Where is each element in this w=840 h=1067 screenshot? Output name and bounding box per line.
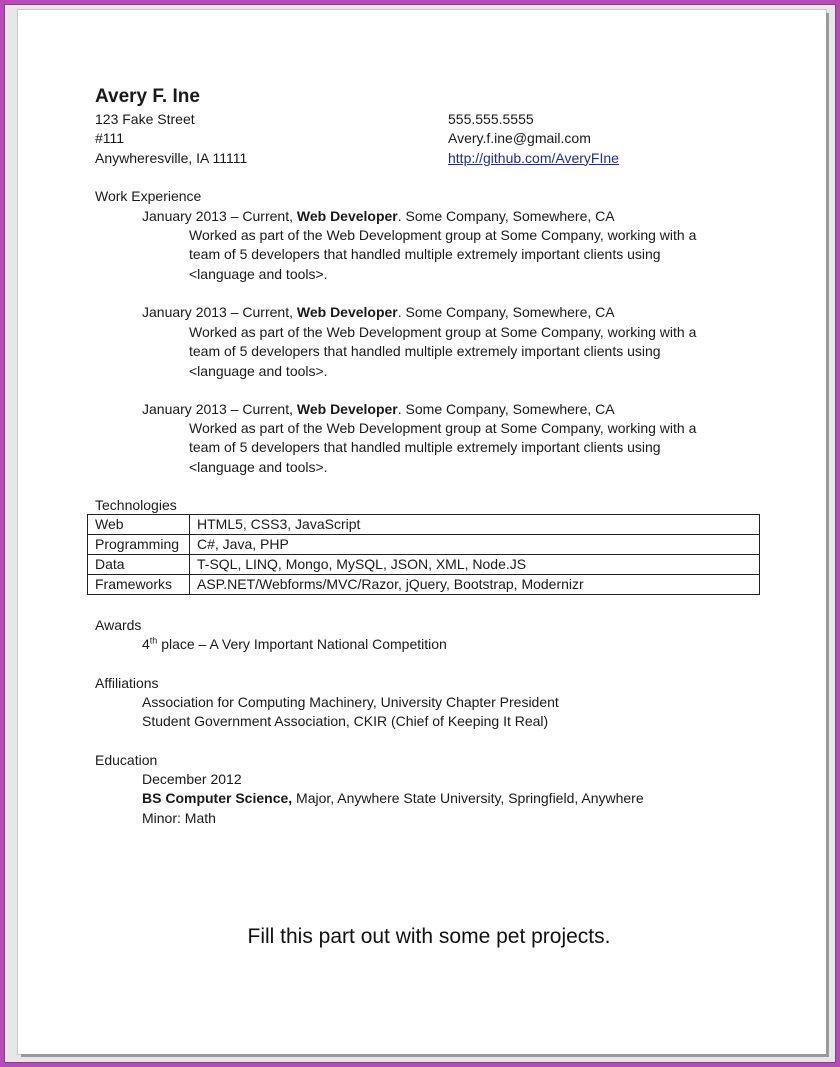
- table-row: [88, 515, 760, 535]
- job-description-line: Worked as part of the Web Development group at Some Company, working with a: [189, 324, 697, 340]
- education-degree-line: [142, 789, 644, 808]
- awards-heading: Awards: [95, 617, 142, 633]
- job-company: . Some Company, Somewhere, CA: [397, 208, 615, 224]
- job-description: [189, 419, 696, 477]
- tech-items-cell: HTML5, CSS3, JavaScript: [190, 515, 760, 535]
- github-link[interactable]: http://github.com/AveryFIne: [448, 149, 619, 166]
- table-row: [88, 555, 760, 575]
- affiliations-list: [142, 693, 559, 732]
- job-description-line: team of 5 developers that handled multiple extremely important clients using: [189, 246, 661, 263]
- affiliation-item: Student Government Association, CKIR (Chief of Keeping It Real): [142, 713, 549, 730]
- award-item: [142, 635, 447, 654]
- job-entry-heading: [142, 400, 615, 419]
- award-text: place – A Very Important National Competition: [157, 636, 447, 652]
- job-description: [189, 226, 696, 284]
- job-description: [189, 323, 696, 381]
- job-title: Web Developer: [296, 401, 398, 417]
- job-description-line: <language and tools>.: [189, 362, 328, 379]
- job-title: Web Developer: [296, 304, 398, 320]
- tech-items-cell: C#, Java, PHP: [190, 535, 760, 555]
- tech-items-cell: ASP.NET/Webforms/MVC/Razor, jQuery, Bootstrap, Modernizr: [190, 575, 760, 595]
- job-dates: January 2013 – Current,: [142, 401, 297, 417]
- education-degree: BS Computer Science,: [142, 790, 293, 807]
- tech-items-cell: T-SQL, LINQ, Mongo, MySQL, JSON, XML, Node.JS: [190, 555, 760, 575]
- job-company: . Some Company, Somewhere, CA: [397, 304, 615, 320]
- work-experience-heading: Work Experience: [95, 188, 202, 204]
- tech-category-cell: Programming: [88, 535, 190, 555]
- affiliations-heading: Affiliations: [95, 675, 159, 691]
- tech-category-cell: Frameworks: [88, 575, 190, 595]
- job-dates: January 2013 – Current,: [142, 208, 297, 224]
- resume-document: [18, 10, 826, 1054]
- technologies-heading: Technologies: [95, 497, 177, 513]
- address-line: #111: [95, 130, 125, 147]
- address-line: Anywheresville, IA 11111: [95, 149, 248, 166]
- education-date: December 2012: [142, 771, 242, 787]
- education-block: [142, 770, 644, 828]
- affiliation-item: Association for Computing Machinery, University Chapter President: [142, 694, 559, 710]
- technologies-table: [87, 514, 760, 595]
- job-entry-heading: [142, 303, 615, 322]
- job-title: Web Developer: [296, 208, 398, 224]
- job-entry-heading: [142, 207, 615, 226]
- job-description-line: <language and tools>.: [189, 265, 328, 282]
- job-dates: January 2013 – Current,: [142, 304, 297, 320]
- table-row: [88, 575, 760, 595]
- document-page: [18, 10, 826, 1054]
- address-line: 123 Fake Street: [95, 111, 195, 127]
- education-degree-details: Major, Anywhere State University, Springfield, Anywhere: [292, 790, 644, 807]
- education-heading: Education: [95, 752, 158, 768]
- pet-projects-note: Fill this part out with some pet projects.: [247, 925, 611, 948]
- email-address: Avery.f.ine@gmail.com: [448, 130, 591, 147]
- job-company: . Some Company, Somewhere, CA: [397, 401, 615, 417]
- tech-category-cell: Web: [88, 515, 190, 535]
- tech-category-cell: Data: [88, 555, 190, 575]
- award-place-number: 4: [142, 636, 150, 652]
- phone-number: 555.555.5555: [448, 111, 534, 127]
- table-row: [88, 535, 760, 555]
- contact-block: [448, 110, 619, 168]
- job-description-line: Worked as part of the Web Development group at Some Company, working with a: [189, 227, 697, 243]
- job-description-line: team of 5 developers that handled multiple extremely important clients using: [189, 439, 661, 456]
- education-minor: Minor: Math: [142, 809, 216, 826]
- job-description-line: team of 5 developers that handled multiple extremely important clients using: [189, 343, 661, 360]
- job-description-line: Worked as part of the Web Development group at Some Company, working with a: [189, 420, 697, 436]
- resume-name: Avery F. Ine: [95, 86, 200, 107]
- address-block: [95, 110, 247, 168]
- award-place-suffix: th: [149, 635, 158, 646]
- job-description-line: <language and tools>.: [189, 458, 328, 475]
